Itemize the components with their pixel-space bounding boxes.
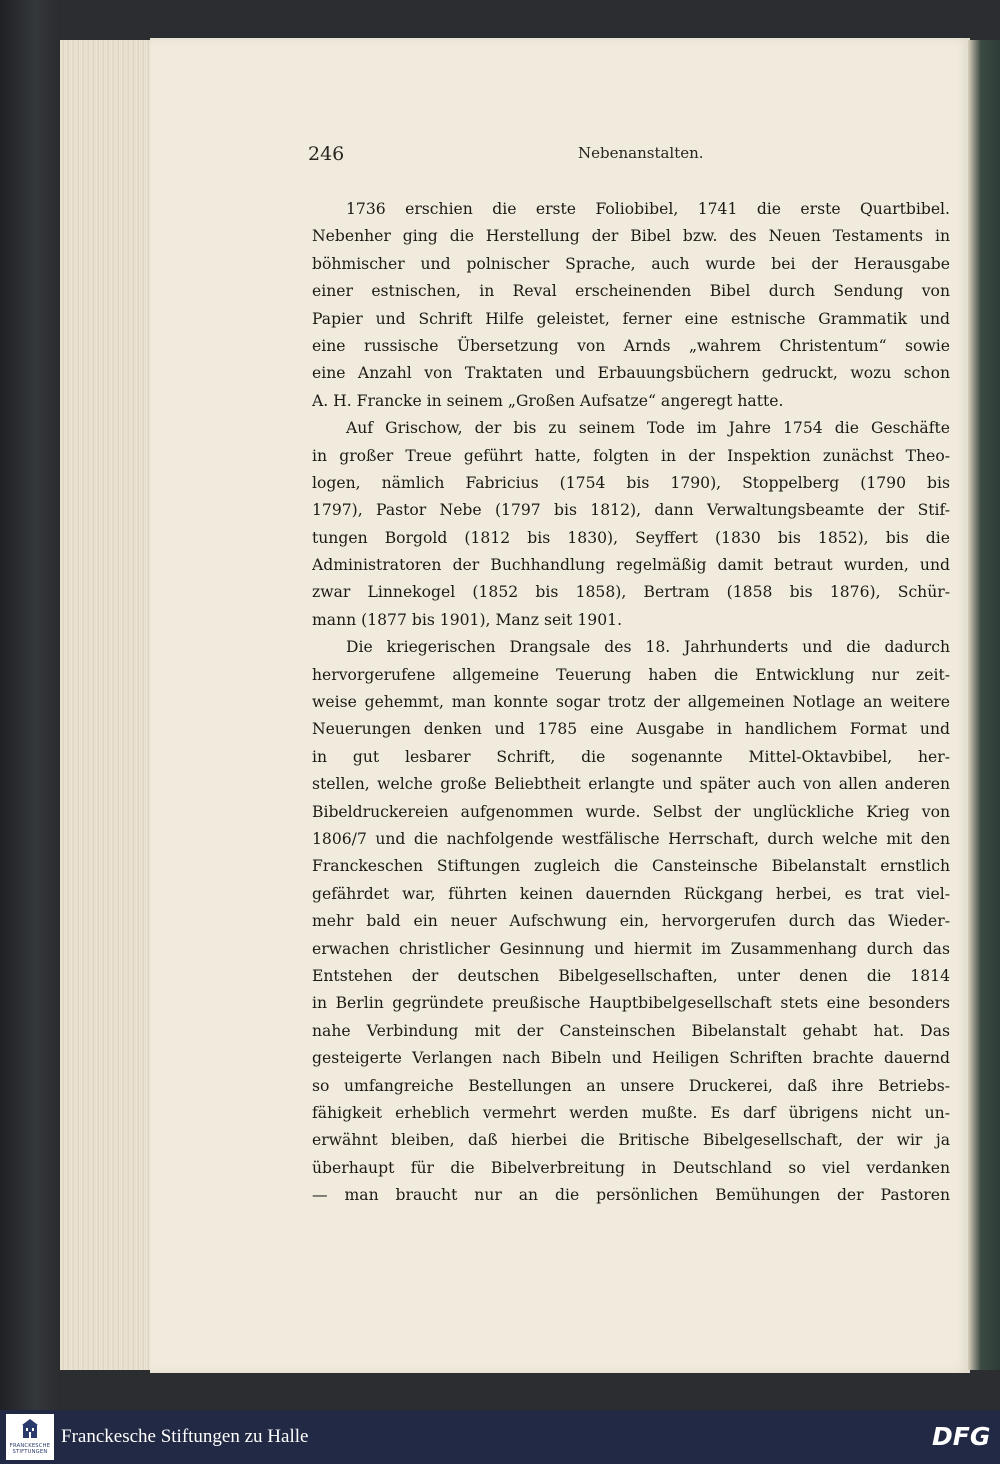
text-line: 1736 erschien die erste Foliobibel, 1741 die erste Quartbibel.: [346, 200, 950, 218]
text-line: hervorgerufene allgemeine Teuerung haben die Entwicklung nur zeit-: [312, 665, 950, 684]
text-line: überhaupt für die Bibelverbreitung in Deutschland so viel verdanken: [312, 1158, 950, 1177]
page-number: 246: [308, 143, 345, 165]
text-line: mann (1877 bis 1901), Manz seit 1901.: [312, 610, 623, 629]
footer-bar: [0, 1410, 1000, 1464]
page-header: [308, 143, 950, 173]
body-text: [312, 196, 950, 1209]
text-line: einer estnischen, in Reval erscheinenden Bibel durch Sendung von: [312, 282, 950, 301]
text-line: gefährdet war, führten keinen dauernden Rückgang herbei, es trat viel-: [312, 884, 950, 903]
text-line: Neuerungen denken und 1785 eine Ausgabe in handlichem Format und: [312, 720, 950, 739]
text-line: böhmischer und polnischer Sprache, auch wurde bei der Herausgabe: [312, 254, 950, 273]
text-line: mehr bald ein neuer Aufschwung ein, hervorgerufen durch das Wieder-: [312, 912, 950, 931]
text-line: Franckeschen Stiftungen zugleich die Cansteinsche Bibelanstalt ernstlich: [312, 857, 950, 876]
text-line: fähigkeit erheblich vermehrt werden mußte. Es darf übrigens nicht un-: [312, 1103, 950, 1122]
text-line: Bibeldruckereien aufgenommen wurde. Selbst der unglückliche Krieg von: [312, 802, 950, 821]
text-line: nahe Verbindung mit der Cansteinschen Bibelanstalt gehabt hat. Das: [312, 1021, 950, 1040]
text-line: erwachen christlicher Gesinnung und hiermit im Zusammenhang durch das: [312, 939, 950, 958]
text-line: Entstehen der deutschen Bibelgesellschaften, unter denen die 1814: [312, 966, 950, 985]
text-line: weise gehemmt, man konnte sogar trotz der allgemeinen Notlage an weitere: [312, 693, 950, 712]
logo-text: [7, 1443, 53, 1455]
text-line: erwähnt bleiben, daß hierbei die Britische Bibelgesellschaft, der wir ja: [312, 1131, 950, 1150]
text-line: tungen Borgold (1812 bis 1830), Seyffert (1830 bis 1852), bis die: [312, 528, 950, 547]
text-line: Papier und Schrift Hilfe geleistet, ferner eine estnische Grammatik und: [312, 309, 950, 328]
logo-text-line: FRANCKESCHE: [9, 1443, 51, 1449]
text-line: Auf Grischow, der bis zu seinem Tode im Jahre 1754 die Geschäfte: [346, 419, 950, 438]
text-line: Die kriegerischen Drangsale des 18. Jahrhunderts und die dadurch: [346, 638, 950, 657]
text-line: eine Anzahl von Traktaten und Erbauungsbüchern gedruckt, wozu schon: [312, 364, 950, 383]
institution-name[interactable]: Franckesche Stiftungen zu Halle: [61, 1426, 309, 1447]
logo-text-line: STIFTUNGEN: [12, 1449, 48, 1455]
orphanage-building-icon: [20, 1418, 40, 1440]
text-line: gesteigerte Verlangen nach Bibeln und Heiligen Schriften brachte dauernd: [312, 1049, 950, 1068]
text-line: Nebenher ging die Herstellung der Bibel bzw. des Neuen Testaments in: [312, 227, 950, 246]
text-line: in Berlin gegründete preußische Hauptbibelgesellschaft stets eine besonders: [312, 994, 950, 1013]
text-line: A. H. Francke in seinem „Großen Aufsatze“ angeregt hatte.: [312, 391, 784, 410]
text-line: eine russische Übersetzung von Arnds „wahrem Christentum“ sowie: [312, 336, 950, 355]
text-line: 1797), Pastor Nebe (1797 bis 1812), dann Verwaltungsbeamte der Stif-: [312, 501, 950, 520]
text-line: in großer Treue geführt hatte, folgten in der Inspektion zunächst Theo-: [312, 446, 950, 465]
book-cover-edge: [0, 0, 60, 1410]
franckesche-stiftungen-logo[interactable]: [6, 1414, 54, 1460]
text-line: stellen, welche große Beliebtheit erlangte und später auch von allen anderen: [312, 775, 950, 794]
text-line: in gut lesbarer Schrift, die sogenannte Mittel-Oktavbibel, her-: [312, 747, 950, 766]
dfg-logo[interactable]: DFG: [932, 1422, 991, 1451]
text-line: 1806/7 und die nachfolgende westfälische Herrschaft, durch welche mit den: [312, 829, 950, 848]
running-title: Nebenanstalten.: [578, 144, 704, 162]
text-line: so umfangreiche Bestellungen an unsere Druckerei, daß ihre Betriebs-: [312, 1076, 950, 1095]
text-line: Administratoren der Buchhandlung regelmäßig damit betraut wurden, und: [312, 556, 950, 575]
text-line: logen, nämlich Fabricius (1754 bis 1790), Stoppelberg (1790 bis: [312, 473, 950, 492]
text-line: zwar Linnekogel (1852 bis 1858), Bertram (1858 bis 1876), Schür-: [312, 583, 950, 602]
text-line: — man braucht nur an die persönlichen Bemühungen der Pastoren: [312, 1186, 950, 1205]
book-right-edge: [968, 40, 1000, 1370]
